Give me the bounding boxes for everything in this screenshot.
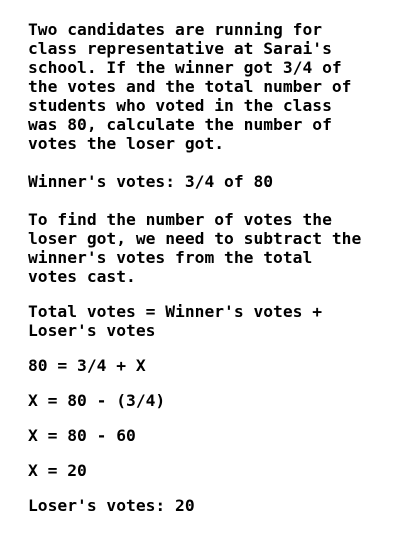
equation-step-4: X = 20 bbox=[28, 461, 87, 480]
document-body bbox=[28, 20, 394, 515]
equation-step-3: X = 80 - 60 bbox=[28, 426, 136, 445]
problem-statement: Two candidates are running for class representative at Sarai's school. If the winner got 3/4 of the votes and the total number of students who voted in the class was 80, calculate the number of votes the loser got. bbox=[28, 20, 352, 153]
equation-step-1: 80 = 3/4 + X bbox=[28, 356, 146, 375]
equation-step-2: X = 80 - (3/4) bbox=[28, 391, 166, 410]
explanation-paragraph: To find the number of votes the loser got, we need to subtract the winner's votes from the total votes cast. bbox=[28, 210, 362, 286]
equation-in-words: Total votes = Winner's votes + Loser's votes bbox=[28, 302, 323, 340]
final-answer: Loser's votes: 20 bbox=[28, 496, 195, 515]
winner-votes-line: Winner's votes: 3/4 of 80 bbox=[28, 172, 274, 191]
